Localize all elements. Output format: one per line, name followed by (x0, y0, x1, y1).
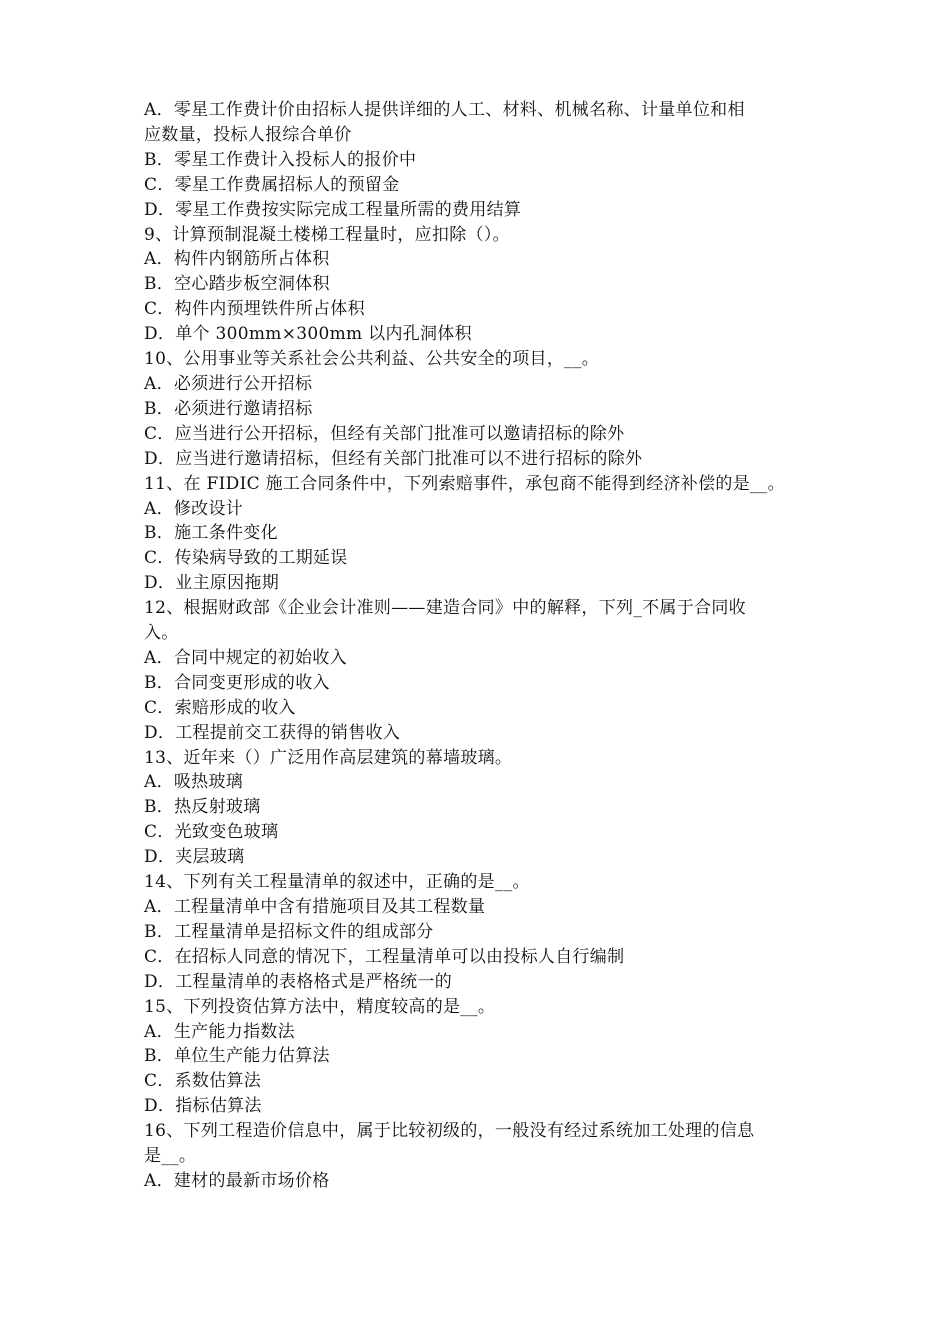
option-line: A．修改设计 (144, 498, 244, 519)
option-line: C．系数估算法 (144, 1071, 262, 1092)
question-line: 14、下列有关工程量清单的叙述中，正确的是__。 (144, 872, 530, 893)
option-line: A．建材的最新市场价格 (144, 1170, 330, 1191)
option-line: C．索赔形成的收入 (144, 697, 296, 718)
option-line: A．合同中规定的初始收入 (144, 647, 347, 668)
option-line: A．构件内钢筋所占体积 (144, 249, 330, 270)
option-line: A．必须进行公开招标 (144, 373, 313, 394)
continuation-line: 应数量，投标人报综合单价 (144, 124, 352, 145)
option-line: D．单个 300mm×300mm 以内孔洞体积 (144, 324, 472, 345)
option-line: C．应当进行公开招标，但经有关部门批准可以邀请招标的除外 (144, 423, 625, 444)
option-line: B．合同变更形成的收入 (144, 672, 330, 693)
option-line: B．空心踏步板空洞体积 (144, 274, 330, 295)
continuation-line: 入。 (144, 623, 179, 644)
option-line: C．光致变色玻璃 (144, 822, 279, 843)
option-line: D．指标估算法 (144, 1096, 262, 1117)
option-line: A．吸热玻璃 (144, 772, 244, 793)
question-line: 10、公用事业等关系社会公共利益、公共安全的项目，__。 (144, 349, 600, 370)
option-line: A．零星工作费计价由招标人提供详细的人工、材料、机械名称、计量单位和相 (144, 100, 745, 120)
option-line: D．工程量清单的表格格式是严格统一的 (144, 971, 453, 992)
question-line: 9、计算预制混凝土楼梯工程量时，应扣除（）。 (144, 224, 510, 245)
option-line: B．热反射玻璃 (144, 797, 261, 818)
option-line: C．零星工作费属招标人的预留金 (144, 174, 400, 195)
option-line: A．生产能力指数法 (144, 1021, 295, 1042)
option-line: D．工程提前交工获得的销售收入 (144, 722, 401, 743)
option-line: B．工程量清单是招标文件的组成部分 (144, 921, 434, 942)
option-line: D．零星工作费按实际完成工程量所需的费用结算 (144, 199, 522, 220)
option-line: C．构件内预埋铁件所占体积 (144, 299, 365, 320)
option-line: D．业主原因拖期 (144, 573, 280, 594)
question-line: 15、下列投资估算方法中，精度较高的是__。 (144, 996, 496, 1017)
option-line: C．传染病导致的工期延误 (144, 548, 348, 569)
question-line: 11、在 FIDIC 施工合同条件中，下列索赔事件，承包商不能得到经济补偿的是__。 (144, 473, 785, 494)
option-line: D．夹层玻璃 (144, 847, 245, 868)
option-line: B．零星工作费计入投标人的报价中 (144, 149, 417, 170)
continuation-line: 是__。 (144, 1146, 197, 1167)
option-line: B．必须进行邀请招标 (144, 398, 313, 419)
option-line: D．应当进行邀请招标，但经有关部门批准可以不进行招标的除外 (144, 448, 643, 469)
option-line: A．工程量清单中含有措施项目及其工程数量 (144, 897, 486, 917)
option-line: B．施工条件变化 (144, 523, 278, 544)
question-line: 12、根据财政部《企业会计准则——建造合同》中的解释，下列_不属于合同收 (144, 598, 746, 619)
question-line: 16、下列工程造价信息中，属于比较初级的，一般没有经过系统加工处理的信息 (144, 1121, 755, 1142)
question-line: 13、近年来（）广泛用作高层建筑的幕墙玻璃。 (144, 747, 513, 768)
option-line: B．单位生产能力估算法 (144, 1046, 330, 1067)
option-line: C．在招标人同意的情况下，工程量清单可以由投标人自行编制 (144, 946, 625, 967)
document-body (144, 98, 812, 1194)
